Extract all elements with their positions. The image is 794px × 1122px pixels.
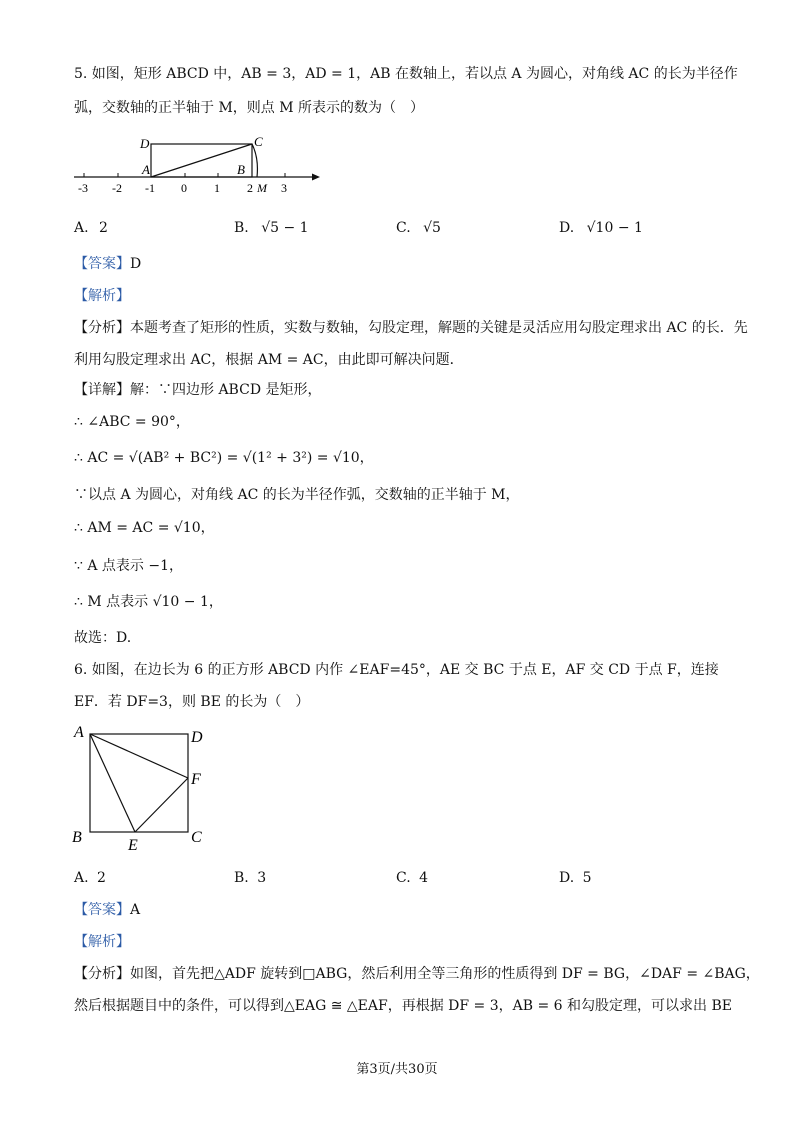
solution-step: ∵ A 点表示 −1， bbox=[74, 558, 184, 574]
label-d: D bbox=[191, 729, 203, 746]
tick-label: 1 bbox=[214, 181, 220, 195]
answer-tag: 【答案】 bbox=[74, 256, 130, 272]
tick-label: 0 bbox=[181, 181, 187, 195]
q5-stem-line2: 弧，交数轴的正半轴于 M，则点 M 所表示的数为（ ） bbox=[74, 100, 425, 116]
q6-answer bbox=[74, 900, 140, 920]
q6-figure bbox=[68, 722, 218, 854]
tick-label-m: M bbox=[257, 181, 267, 195]
choice-label: B. bbox=[234, 220, 249, 236]
q5-answer bbox=[74, 254, 141, 274]
solution-step: ∵以点 A 为圆心，对角线 AC 的长为半径作弧，交数轴的正半轴于 M， bbox=[74, 487, 520, 503]
choice-value: 2 bbox=[99, 220, 108, 236]
solution-step: 故选：D. bbox=[74, 630, 132, 646]
number-line-arrow bbox=[312, 174, 320, 181]
q6-choice-c bbox=[396, 868, 428, 888]
label-a: A bbox=[142, 162, 150, 177]
fenxi-tag: 【分析】 bbox=[74, 320, 130, 336]
q6-fenxi-line1 bbox=[74, 964, 760, 984]
fenxi-tag: 【分析】 bbox=[74, 966, 130, 982]
solution-step: ∴ ∠ABC = 90°， bbox=[74, 414, 190, 430]
q5-choice-b bbox=[234, 218, 309, 238]
choice-label: D. bbox=[559, 870, 575, 886]
tick-label: -1 bbox=[145, 181, 155, 195]
q5-fenxi-line2: 利用勾股定理求出 AC，根据 AM = AC，由此即可解决问题． bbox=[74, 352, 464, 368]
q5-fenxi-line1 bbox=[74, 318, 748, 338]
label-c: C bbox=[254, 134, 263, 149]
solution-step: 解：∵四边形 ABCD 是矩形， bbox=[130, 382, 322, 398]
q6-fenxi-line2: 然后根据题目中的条件，可以得到△EAG ≅ △EAF，再根据 DF = 3，AB = 6 和勾股定理，可以求出 BE bbox=[74, 998, 732, 1014]
label-b: B bbox=[237, 162, 245, 177]
choice-value: √5 − 1 bbox=[261, 220, 309, 236]
choice-value: 2 bbox=[97, 870, 106, 886]
choice-value: 4 bbox=[419, 870, 429, 886]
choice-value: 5 bbox=[582, 870, 592, 886]
solution-step: ∴ M 点表示 √10 − 1， bbox=[74, 594, 223, 610]
q5-choice-c bbox=[396, 218, 441, 238]
choice-label: B. bbox=[234, 870, 249, 886]
q6-stem-line2: EF．若 DF=3，则 BE 的长为（ ） bbox=[74, 694, 310, 710]
label-c: C bbox=[191, 829, 202, 846]
analysis-tag: 【解析】 bbox=[74, 288, 130, 304]
q5-choice-d bbox=[559, 218, 643, 238]
tick-label: 2 bbox=[247, 181, 253, 195]
label-d: D bbox=[140, 136, 150, 151]
q5-xiangjie-line bbox=[74, 380, 322, 400]
answer-tag: 【答案】 bbox=[74, 902, 130, 918]
q5-choice-a bbox=[74, 218, 108, 238]
choice-value: √10 − 1 bbox=[586, 220, 643, 236]
tick-label: -2 bbox=[112, 181, 122, 195]
q6-stem-line1: 6. 如图，在边长为 6 的正方形 ABCD 内作 ∠EAF=45°，AE 交 BC 于点 E，AF 交 CD 于点 F，连接 bbox=[74, 662, 719, 678]
choice-label: C. bbox=[396, 870, 411, 886]
solution-step: ∴ AM = AC = √10， bbox=[74, 520, 215, 536]
tick-label: -3 bbox=[78, 181, 88, 195]
segment-ae bbox=[90, 734, 135, 832]
page-footer: 第3页/共30页 bbox=[356, 1062, 438, 1077]
q5-figure bbox=[70, 130, 330, 200]
tick-label: 3 bbox=[281, 181, 287, 195]
q5-stem-line1: 5. 如图，矩形 ABCD 中，AB = 3，AD = 1，AB 在数轴上，若以点 A 为圆心，对角线 AC 的长为半径作 bbox=[74, 66, 738, 82]
xiangjie-tag: 【详解】 bbox=[74, 382, 130, 398]
fenxi-text: 如图，首先把△ADF 旋转到□ABG，然后利用全等三角形的性质得到 DF = BG，∠DAF = ∠BAG， bbox=[130, 966, 760, 982]
choice-label: D. bbox=[559, 220, 575, 236]
segment-af bbox=[90, 734, 188, 778]
q6-analysis-tag bbox=[74, 932, 130, 952]
q6-choice-b bbox=[234, 868, 266, 888]
answer-value: A bbox=[130, 902, 141, 918]
label-a: A bbox=[74, 724, 84, 741]
label-f: F bbox=[191, 771, 201, 788]
choice-label: C. bbox=[396, 220, 411, 236]
q6-choice-a bbox=[74, 868, 106, 888]
choice-label: A. bbox=[74, 870, 89, 886]
label-e: E bbox=[128, 837, 138, 854]
choice-value: √5 bbox=[423, 220, 441, 236]
choice-label: A. bbox=[74, 220, 89, 236]
solution-step: ∴ AC = √(AB² + BC²) = √(1² + 3²) = √10， bbox=[74, 450, 374, 466]
q6-choice-d bbox=[559, 868, 592, 888]
analysis-tag: 【解析】 bbox=[74, 934, 130, 950]
segment-ef bbox=[135, 778, 188, 832]
choice-value: 3 bbox=[257, 870, 267, 886]
answer-value: D bbox=[130, 256, 142, 272]
fenxi-text: 本题考查了矩形的性质，实数与数轴，勾股定理，解题的关键是灵活应用勾股定理求出 AC 的长．先 bbox=[130, 320, 748, 336]
q5-analysis-tag bbox=[74, 286, 130, 306]
label-b: B bbox=[72, 829, 82, 846]
square-abcd bbox=[90, 734, 188, 832]
